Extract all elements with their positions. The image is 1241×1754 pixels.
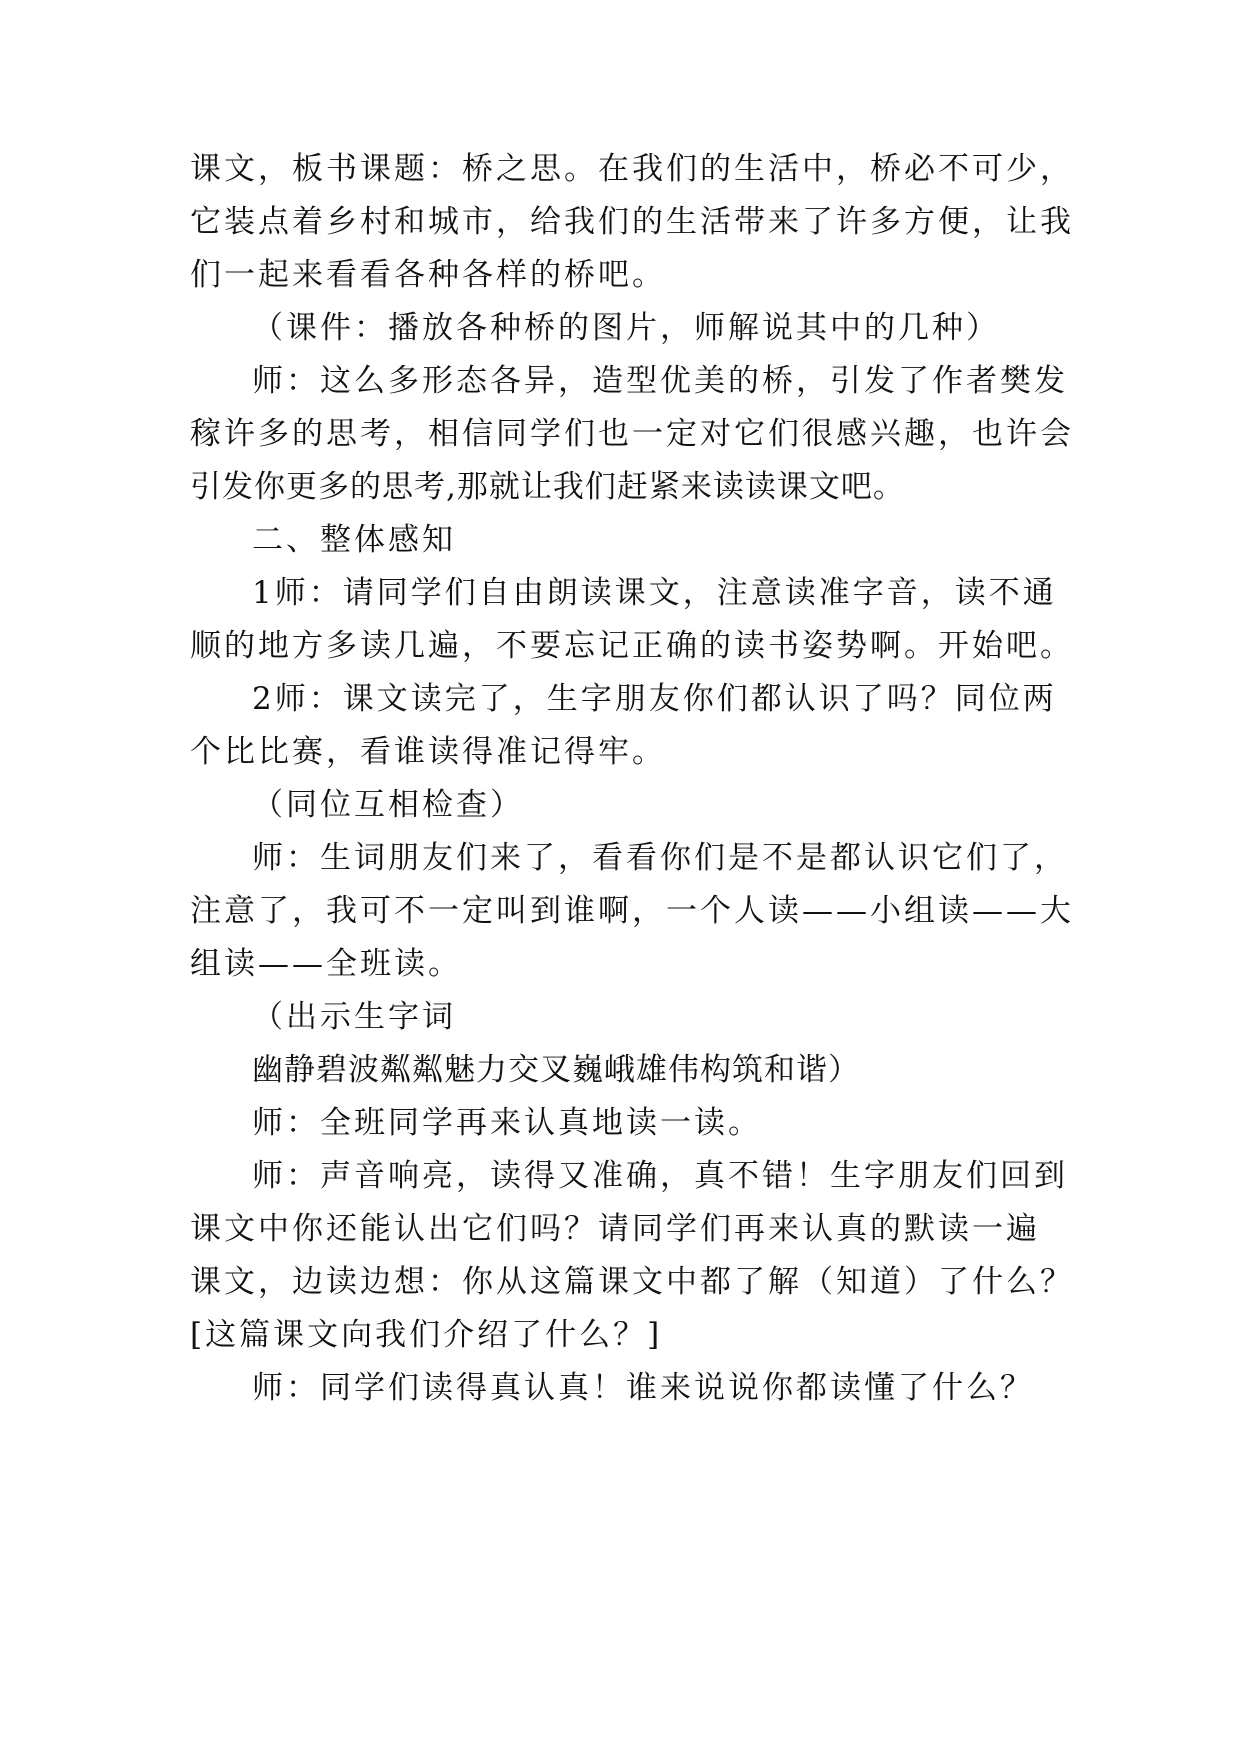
text-line: 顺的地方多读几遍，不要忘记正确的读书姿势啊。开始吧。 [190,628,1074,664]
text-line: 师：这么多形态各异，造型优美的桥，引发了作者樊发 [252,363,1068,399]
section-heading: 二、整体感知 [252,522,456,558]
text-line: [这篇课文向我们介绍了什么？] [190,1317,663,1353]
text-line: 师：声音响亮，读得又准确，真不错！生字朋友们回到 [252,1158,1068,1194]
text-line: 个比比赛，看谁读得准记得牢。 [190,734,666,770]
text-line: 师：生词朋友们来了，看看你们是不是都认识它们了， [252,840,1068,876]
text-line: 课文，边读边想：你从这篇课文中都了解（知道）了什么？ [190,1264,1074,1300]
text-line: （课件：播放各种桥的图片，师解说其中的几种） [252,310,1000,346]
text-line: 们一起来看看各种各样的桥吧。 [190,257,666,293]
text-line: 组读——全班读。 [190,946,462,982]
text-line: 师：全班同学再来认真地读一读。 [252,1105,762,1141]
text-line: 稼许多的思考，相信同学们也一定对它们很感兴趣，也许会 [190,416,1074,452]
text-line: 引发你更多的思考,那就让我们赶紧来读读课文吧。 [190,469,905,505]
text-line: 课文，板书课题：桥之思。在我们的生活中，桥必不可少， [190,151,1074,187]
text-line: 师：同学们读得真认真！谁来说说你都读懂了什么？ [252,1370,1034,1406]
text-line: 2师：课文读完了，生字朋友你们都认识了吗？同位两 [252,681,1057,717]
text-line: 注意了，我可不一定叫到谁啊，一个人读——小组读——大 [190,893,1074,929]
text-line: 1师：请同学们自由朗读课文，注意读准字音，读不通 [252,575,1057,611]
text-line: （同位互相检查） [252,787,524,823]
text-line: （出示生字词 [252,999,456,1035]
text-line: 课文中你还能认出它们吗？请同学们再来认真的默读一遍 [190,1211,1040,1247]
vocabulary-line: 幽静碧波粼粼魅力交叉巍峨雄伟构筑和谐） [252,1052,860,1088]
text-line: 它装点着乡村和城市，给我们的生活带来了许多方便，让我 [190,204,1074,240]
